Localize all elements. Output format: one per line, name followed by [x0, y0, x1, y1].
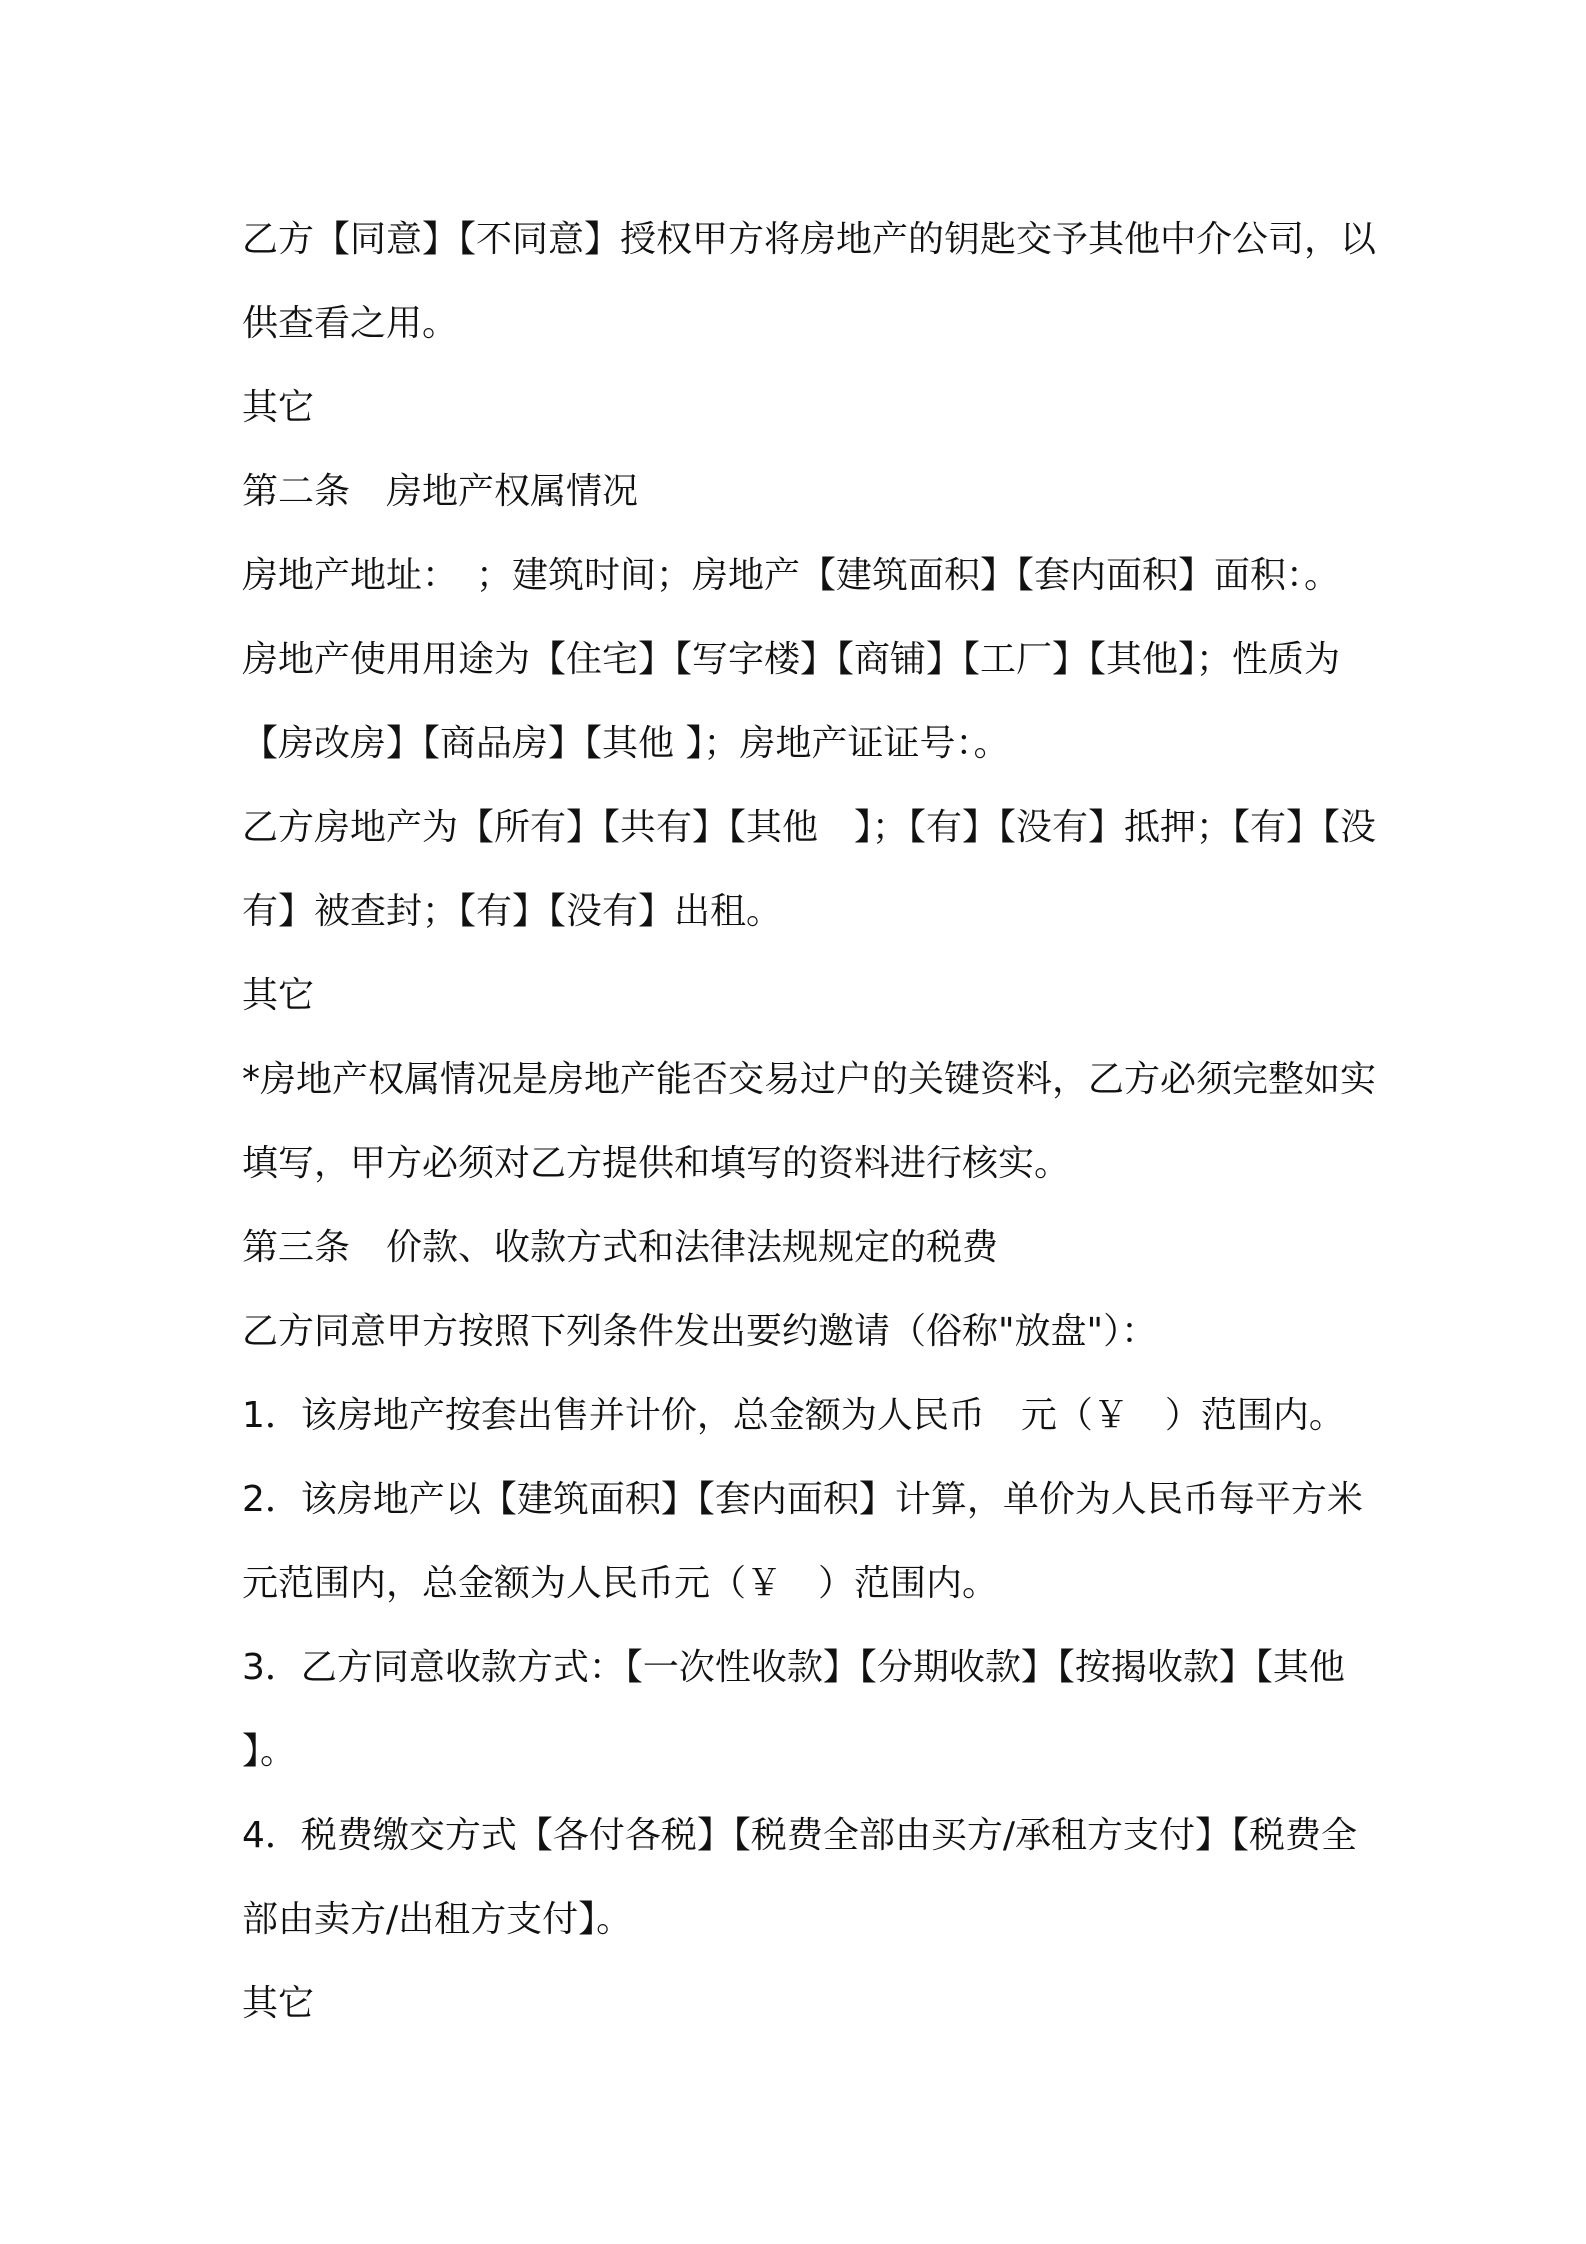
article-3-heading: 第三条 价款、收款方式和法律法规规定的税费 [242, 1227, 999, 1268]
paragraph-key-authorization: 乙方【同意】【不同意】授权甲方将房地产的钥匙交予其他中介公司，以供查看之用。 [242, 219, 1377, 344]
paragraph-other-2: 其它 [242, 975, 315, 1016]
paragraph-property-address: 房地产地址： ；建筑时间；房地产【建筑面积】【套内面积】面积：。 [242, 555, 1341, 596]
clause-2-unit-price: 2．该房地产以【建筑面积】【套内面积】计算，单价为人民币每平方米 元范围内，总金额为人民币元（￥ ）范围内。 [242, 1479, 1363, 1604]
paragraph-other-3: 其它 [242, 1983, 315, 2024]
clause-1-total-price: 1．该房地产按套出售并计价，总金额为人民币 元（￥ ）范围内。 [242, 1395, 1345, 1436]
paragraph-property-usage: 房地产使用用途为【住宅】【写字楼】【商铺】【工厂】【其他】；性质为【房改房】【商品房】【其他 】；房地产证证号：。 [242, 639, 1341, 764]
paragraph-property-ownership: 乙方房地产为【所有】【共有】【其他 】；【有】【没有】抵押；【有】【没有】被查封；【有】【没有】出租。 [242, 807, 1377, 932]
article-2-heading: 第二条 房地产权属情况 [242, 471, 639, 512]
document-body [242, 198, 1382, 2046]
paragraph-other-1: 其它 [242, 387, 315, 428]
paragraph-ownership-note: *房地产权属情况是房地产能否交易过户的关键资料，乙方必须完整如实填写，甲方必须对乙方提供和填写的资料进行核实。 [242, 1059, 1377, 1184]
clause-4-tax-payment: 4．税费缴交方式【各付各税】【税费全部由买方/承租方支付】【税费全部由卖方/出租方支付】。 [242, 1815, 1358, 1940]
clause-3-payment-method: 3．乙方同意收款方式：【一次性收款】【分期收款】【按揭收款】【其他 】。 [242, 1647, 1345, 1772]
paragraph-offer-invitation: 乙方同意甲方按照下列条件发出要约邀请（俗称"放盘"）： [242, 1311, 1158, 1352]
